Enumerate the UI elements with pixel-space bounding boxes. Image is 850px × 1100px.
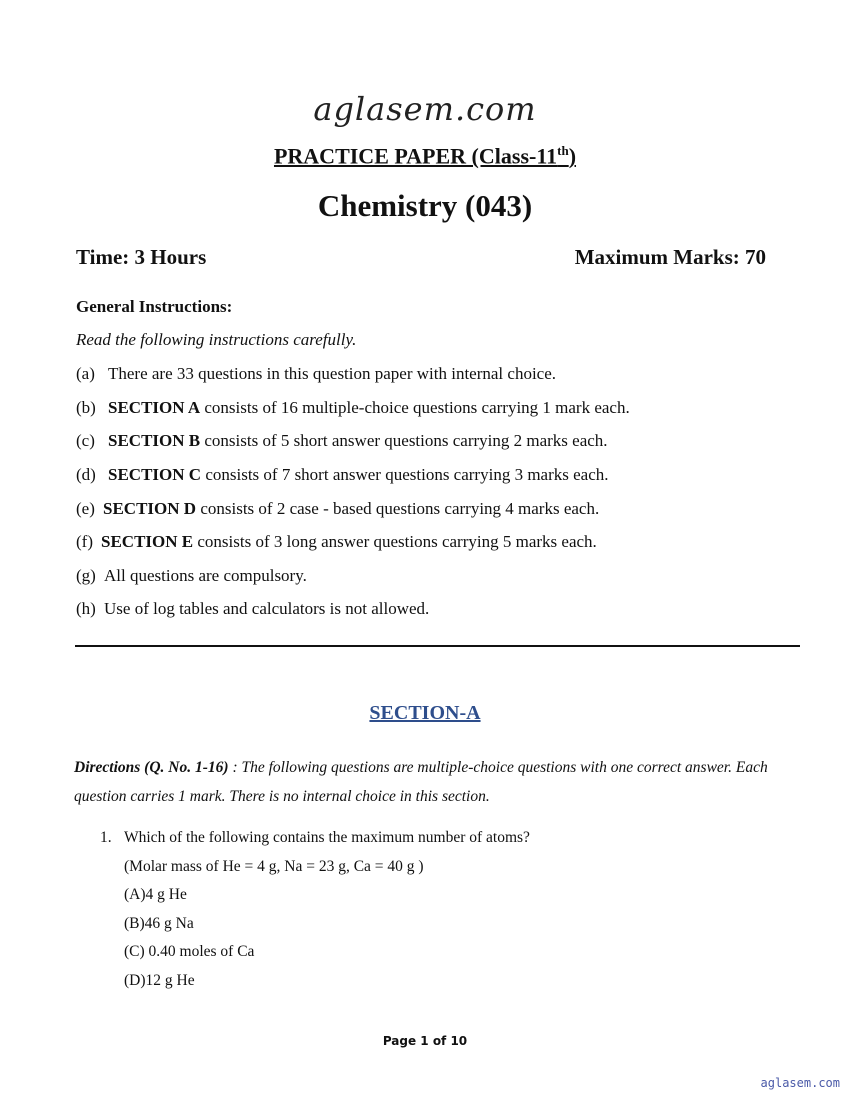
instruction-text: All questions are compulsory. — [104, 566, 307, 585]
instruction-bold: SECTION D — [103, 499, 197, 518]
paper-title — [0, 143, 850, 169]
instruction-text: consists of 16 multiple-choice questions carrying 1 mark each. — [200, 398, 630, 417]
instruction-item — [76, 499, 599, 519]
instruction-item — [76, 599, 429, 619]
question-option: (B)46 g Na — [124, 915, 194, 932]
instruction-text: consists of 3 long answer questions carrying 5 marks each. — [193, 532, 597, 551]
question-text: Which of the following contains the maximum number of atoms? — [124, 829, 530, 846]
instruction-bold: SECTION B — [108, 431, 201, 450]
directions-text: : The following questions are multiple-choice questions with one correct answer. Each question carries 1 mark. There is no internal choice in this section. — [74, 759, 768, 805]
question-option: (C) 0.40 moles of Ca — [124, 943, 255, 960]
instructions-subtitle: Read the following instructions carefully. — [76, 330, 357, 349]
instruction-item — [76, 465, 609, 485]
instruction-label: (f) — [76, 532, 93, 551]
max-marks: Maximum Marks: 70 — [574, 245, 766, 269]
instruction-item — [76, 398, 630, 418]
section-directions — [74, 753, 774, 811]
paper-title-main: PRACTICE PAPER (Class-11 — [273, 143, 558, 169]
instruction-label: (c) — [76, 431, 95, 450]
instruction-bold: SECTION E — [101, 532, 194, 551]
instruction-text: Use of log tables and calculators is not allowed. — [104, 599, 430, 618]
subject-title: Chemistry (043) — [317, 188, 533, 223]
instruction-text: There are 33 questions in this question paper with internal choice. — [108, 364, 557, 383]
instruction-label: (b) — [76, 398, 96, 417]
question-note: (Molar mass of He = 4 g, Na = 23 g, Ca = 40 g ) — [124, 858, 424, 875]
paper-title-sup: th — [557, 143, 569, 158]
brand-logo: aglasem.com — [313, 90, 537, 128]
question-number: 1. — [100, 829, 112, 846]
instruction-item — [76, 364, 556, 384]
instruction-label: (g) — [76, 566, 96, 585]
instruction-item — [76, 431, 608, 451]
paper-title-end: ) — [568, 143, 577, 169]
instruction-item — [76, 532, 597, 552]
instruction-label: (e) — [76, 499, 95, 518]
watermark: aglasem.com — [760, 1076, 840, 1090]
question-option: (D)12 g He — [124, 972, 195, 989]
instruction-item — [76, 566, 307, 586]
question-option: (A)4 g He — [124, 886, 187, 903]
instructions-title: General Instructions: — [76, 297, 233, 316]
instruction-text: consists of 2 case - based questions carrying 4 marks each. — [196, 499, 600, 518]
instruction-text: consists of 7 short answer questions carrying 3 marks each. — [201, 465, 609, 484]
instruction-label: (h) — [76, 599, 96, 618]
page-number: Page 1 of 10 — [382, 1034, 468, 1048]
section-title: SECTION-A — [369, 702, 481, 724]
instruction-label: (d) — [76, 465, 96, 484]
instruction-text: consists of 5 short answer questions carrying 2 marks each. — [200, 431, 608, 450]
instruction-bold: SECTION C — [108, 465, 202, 484]
instruction-label: (a) — [76, 364, 95, 383]
exam-time: Time: 3 Hours — [76, 245, 207, 269]
instruction-bold: SECTION A — [108, 398, 201, 417]
directions-label: Directions (Q. No. 1-16) — [74, 759, 233, 776]
horizontal-divider — [75, 645, 800, 647]
